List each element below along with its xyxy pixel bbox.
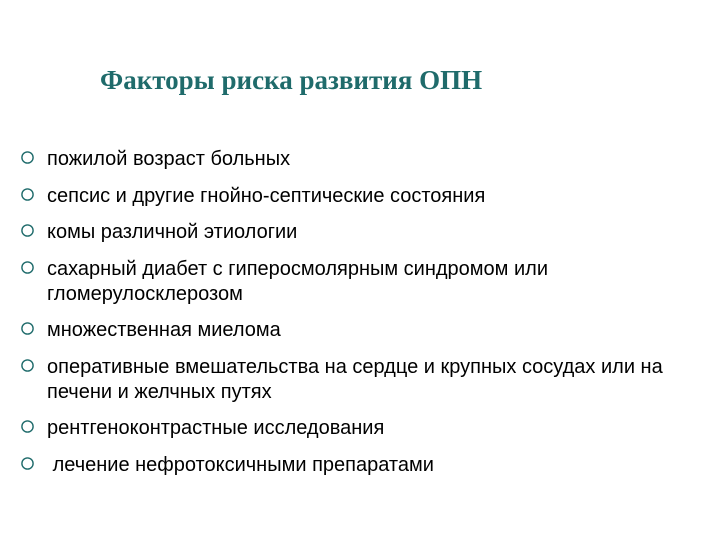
list-item-text: сахарный диабет с гиперосмолярным синдромом или гломерулосклерозом: [47, 257, 554, 305]
list-item-text: лечение нефротоксичными препаратами: [47, 453, 434, 476]
list-item: [20, 355, 690, 405]
list-item: [20, 184, 690, 209]
list-item-text: оперативные вмешательства на сердце и крупных сосудах или на печени и желчных путях: [47, 355, 669, 403]
list-item: [20, 318, 690, 343]
list-item-text: пожилой возраст больных: [47, 148, 291, 170]
hollow-circle-icon: [20, 187, 35, 202]
hollow-circle-icon: [20, 419, 35, 434]
hollow-circle-icon: [20, 456, 35, 471]
hollow-circle-icon: [20, 150, 35, 165]
list-item-text: комы различной этиологии: [47, 221, 298, 243]
list-item: [20, 147, 690, 172]
list-item-text: рентгеноконтрастные исследования: [47, 417, 385, 439]
list-item: [20, 453, 690, 478]
hollow-circle-icon: [20, 321, 35, 336]
list-item-text: множественная миелома: [47, 319, 281, 341]
hollow-circle-icon: [20, 260, 35, 275]
slide-title: Факторы риска развития ОПН: [100, 65, 483, 95]
hollow-circle-icon: [20, 223, 35, 238]
hollow-circle-icon: [20, 358, 35, 373]
risk-factor-list: [20, 147, 690, 489]
list-item-text: сепсис и другие гнойно-септические состояния: [47, 184, 486, 207]
list-item: [20, 257, 690, 307]
list-item: [20, 416, 690, 441]
list-item: [20, 220, 690, 245]
